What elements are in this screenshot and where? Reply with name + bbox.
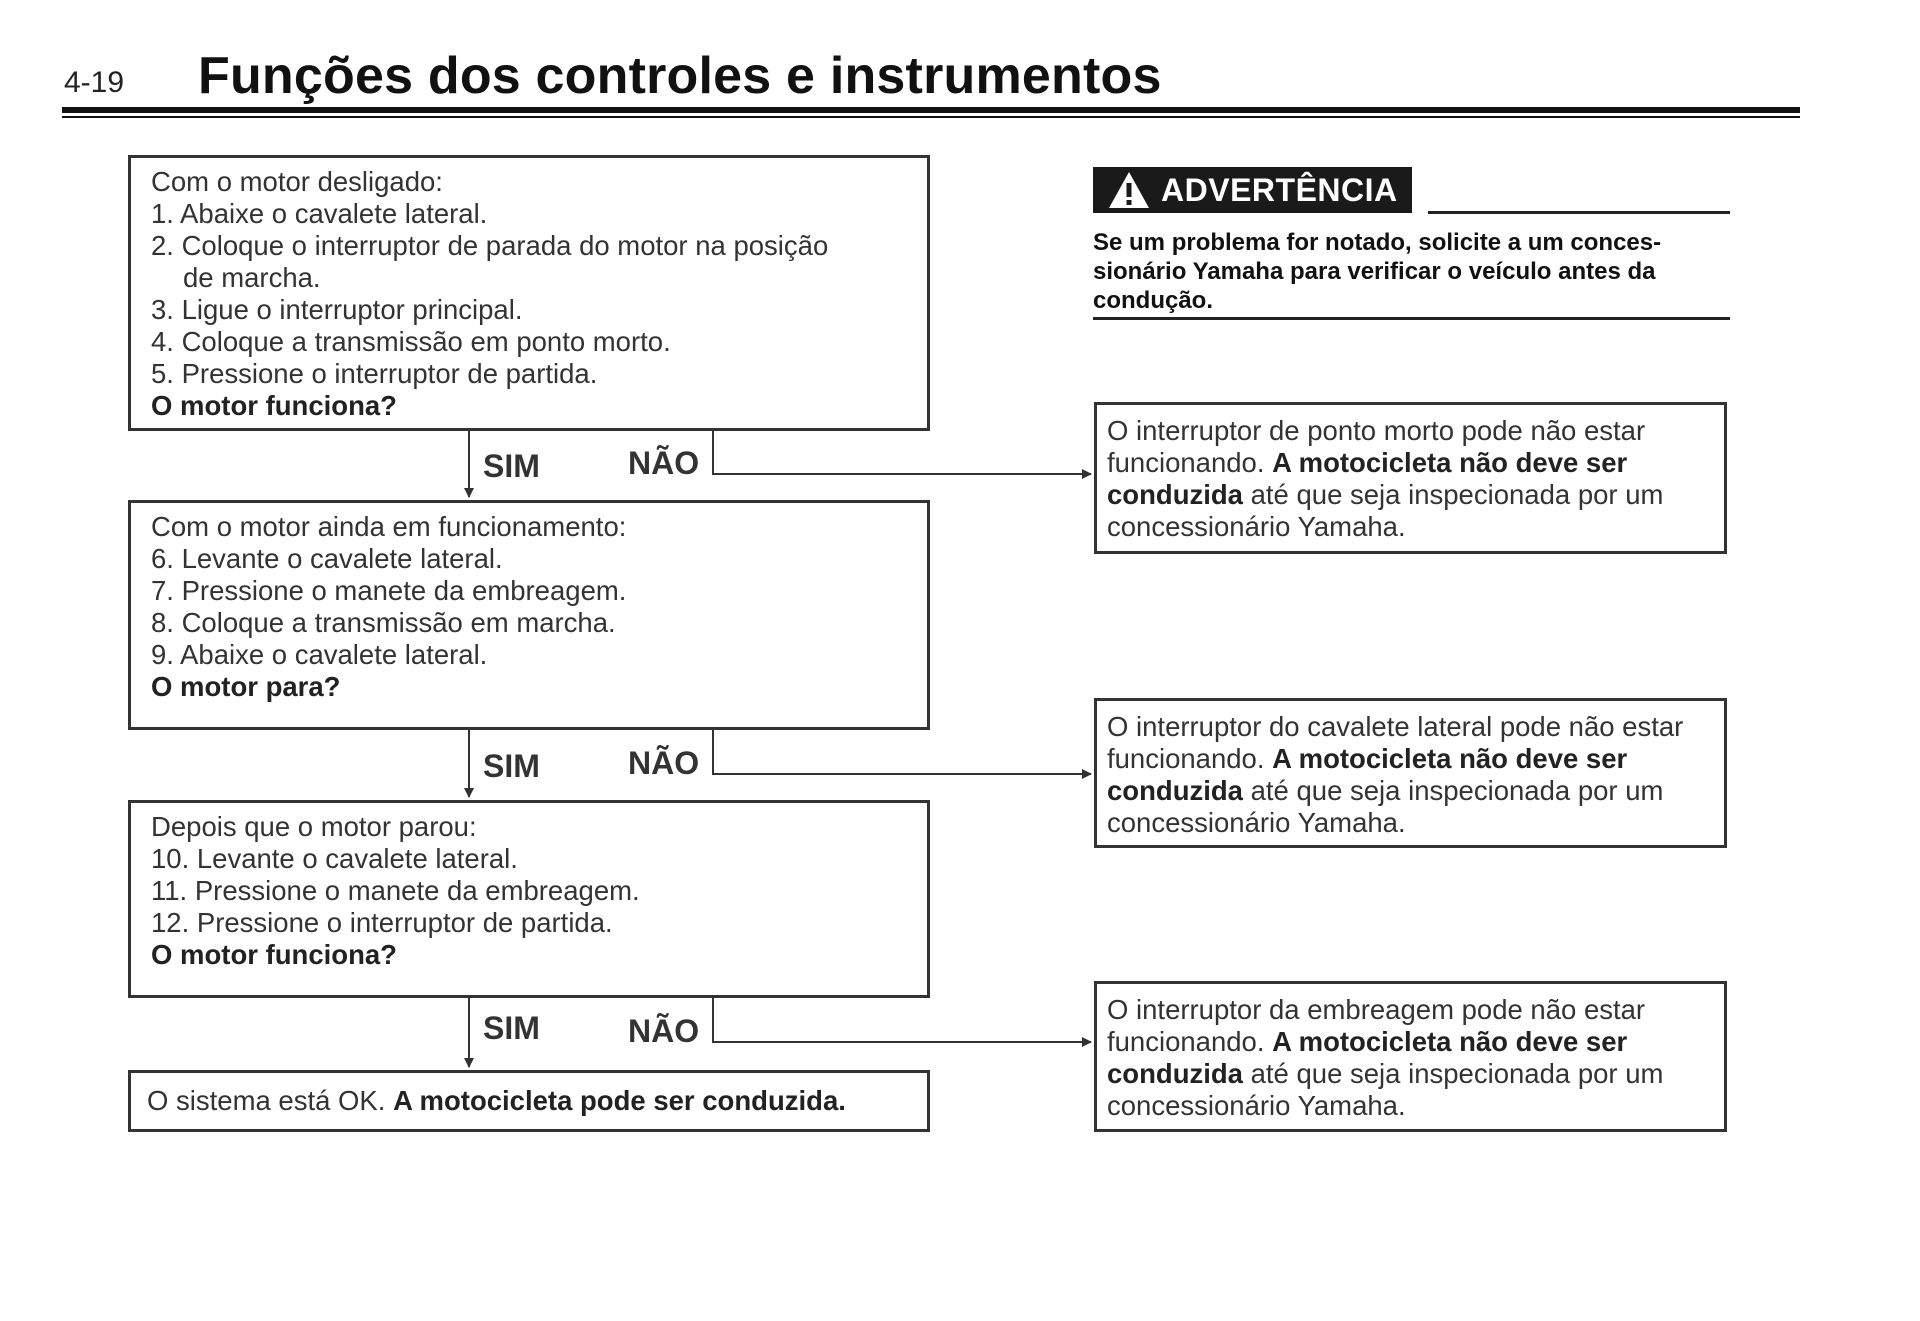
page-number: 4-19 bbox=[64, 66, 125, 99]
warning-text-line: Se um problema for notado, solicite a um conces- bbox=[1093, 229, 1662, 256]
no-arrow bbox=[713, 730, 1091, 774]
no-arrow bbox=[713, 998, 1091, 1042]
step-item: 12. Pressione o interruptor de partida. bbox=[151, 907, 613, 938]
note-tail: até que seja inspecionada por um concessionário Yamaha. bbox=[1107, 775, 1664, 838]
step-intro: Depois que o motor parou: bbox=[151, 811, 477, 842]
step-item: 8. Coloque a transmissão em marcha. bbox=[151, 607, 616, 638]
step-intro: Com o motor desligado: bbox=[151, 166, 443, 197]
warning-text-line: condução. bbox=[1093, 287, 1214, 314]
warning-text-line: sionário Yamaha para verificar o veículo antes da bbox=[1093, 258, 1656, 285]
note-lead: O interruptor de ponto morto pode não estar funcionando. bbox=[1107, 415, 1646, 478]
warning-tag-label: ADVERTÊNCIA bbox=[1161, 171, 1398, 208]
note-tail: até que seja inspecionada por um concessionário Yamaha. bbox=[1107, 479, 1664, 542]
note-bold: A motocicleta não deve ser conduzida bbox=[1107, 743, 1628, 806]
result-text: O sistema está OK. bbox=[147, 1085, 386, 1116]
note-lead: O interruptor da embreagem pode não estar funcionando. bbox=[1107, 994, 1646, 1057]
step-item: 9. Abaixe o cavalete lateral. bbox=[151, 639, 488, 670]
yes-label: SIM bbox=[483, 1010, 540, 1046]
note-bold: A motocicleta não deve ser conduzida bbox=[1107, 1026, 1628, 1089]
step-item: 10. Levante o cavalete lateral. bbox=[151, 843, 518, 874]
note-tail: até que seja inspecionada por um concessionário Yamaha. bbox=[1107, 1058, 1664, 1121]
step-intro: Com o motor ainda em funcionamento: bbox=[151, 511, 627, 542]
step-item: 6. Levante o cavalete lateral. bbox=[151, 543, 503, 574]
yes-label: SIM bbox=[483, 748, 540, 784]
step-question: O motor funciona? bbox=[151, 939, 397, 970]
no-arrow bbox=[713, 431, 1091, 474]
step-question: O motor funciona? bbox=[151, 390, 397, 421]
yes-label: SIM bbox=[483, 448, 540, 484]
step-item: 7. Pressione o manete da embreagem. bbox=[151, 575, 627, 606]
note-lead: O interruptor do cavalete lateral pode não estar funcionando. bbox=[1107, 711, 1684, 774]
step-item: 2. Coloque o interruptor de parada do motor na posição bbox=[151, 230, 829, 261]
step-item: 4. Coloque a transmissão em ponto morto. bbox=[151, 326, 671, 357]
no-label: NÃO bbox=[628, 445, 700, 481]
result-bold-text: A motocicleta pode ser conduzida. bbox=[393, 1085, 846, 1116]
note-bold: A motocicleta não deve ser conduzida bbox=[1107, 447, 1628, 510]
step-item: de marcha. bbox=[183, 262, 321, 293]
step-item: 11. Pressione o manete da embreagem. bbox=[151, 875, 640, 906]
step-item: 1. Abaixe o cavalete lateral. bbox=[151, 198, 488, 229]
no-label: NÃO bbox=[628, 1013, 700, 1049]
step-item: 5. Pressione o interruptor de partida. bbox=[151, 358, 598, 389]
step-question: O motor para? bbox=[151, 671, 341, 702]
step-item: 3. Ligue o interruptor principal. bbox=[151, 294, 523, 325]
no-label: NÃO bbox=[628, 745, 700, 781]
page-title: Funções dos controles e instrumentos bbox=[198, 47, 1162, 105]
